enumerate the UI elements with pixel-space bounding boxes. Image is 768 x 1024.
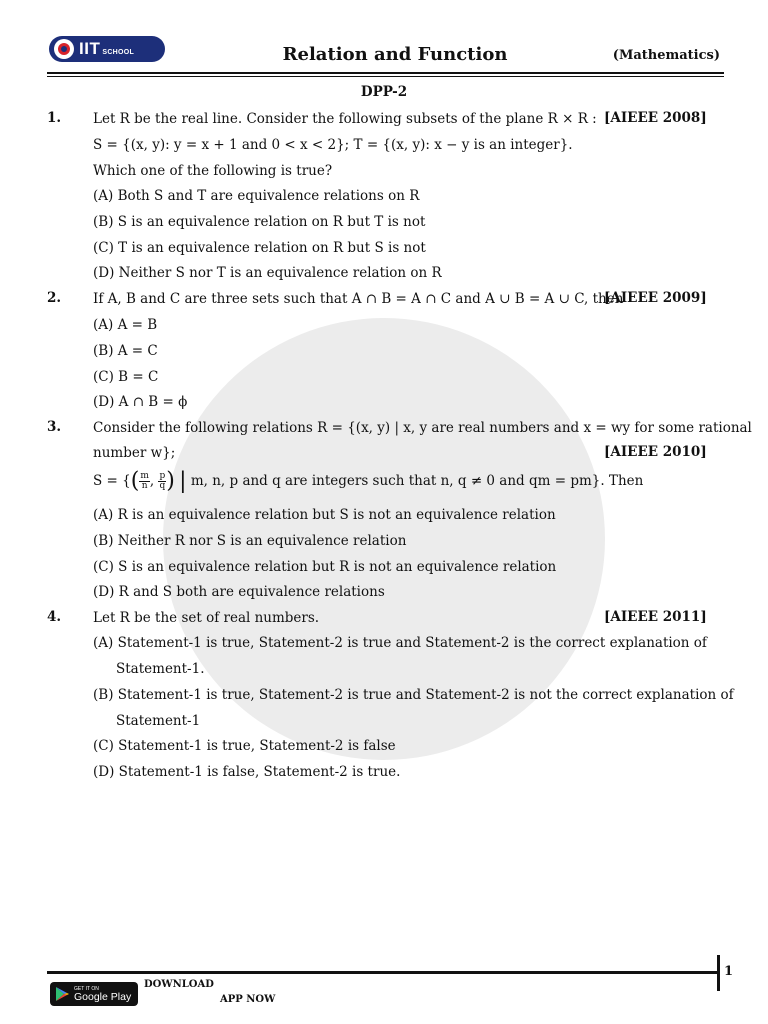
header-rule-thin: [47, 76, 724, 77]
app-now-label: APP NOW: [220, 994, 276, 1005]
question-text: Let R be the set of real numbers.: [93, 610, 320, 626]
badge-small-text: GET IT ON: [74, 986, 99, 992]
option-c: (C) Statement-1 is true, Statement-2 is false: [93, 738, 396, 754]
question-number: 2.: [47, 290, 62, 306]
option-b: (B) Neither R nor S is an equivalence relation: [93, 533, 407, 549]
set-prefix: S = {: [93, 473, 131, 489]
set-suffix: m, n, p and q are integers such that n, q ≠ 0 and qm = pm}. Then: [190, 473, 644, 489]
exam-tag: [AIEEE 2008]: [604, 110, 707, 126]
option-a: (A) Statement-1 is true, Statement-2 is true and Statement-2 is the correct explanation of: [93, 635, 707, 651]
exam-tag: [AIEEE 2009]: [604, 290, 707, 306]
question-number: 1.: [47, 110, 62, 126]
question-text: Which one of the following is true?: [93, 163, 333, 179]
option-c: (C) T is an equivalence relation on R but S is not: [93, 240, 426, 256]
option-b-continued: Statement-1: [116, 713, 201, 729]
question-text: number w};: [93, 445, 176, 461]
google-play-badge[interactable]: [50, 982, 138, 1006]
page-number: 1: [724, 964, 734, 979]
sheet-label: DPP-2: [360, 84, 408, 100]
option-d: (D) Neither S nor T is an equivalence relation on R: [93, 265, 442, 281]
option-d: (D) Statement-1 is false, Statement-2 is true.: [93, 764, 401, 780]
question-number: 4.: [47, 609, 62, 625]
option-a: (A) Both S and T are equivalence relations on R: [93, 188, 420, 204]
option-a: (A) A = B: [93, 317, 158, 333]
download-label: DOWNLOAD: [144, 979, 214, 990]
subject-label: (Mathematics): [612, 48, 720, 63]
option-a: (A) R is an equivalence relation but S is not an equivalence relation: [93, 507, 556, 523]
question-text: Consider the following relations R = {(x, y) | x, y are real numbers and x = wy for some rational: [93, 420, 752, 436]
fraction-m-n: $\frac{m}{n}$: [140, 471, 149, 491]
fraction-p-q: $\frac{p}{q}$: [159, 471, 166, 491]
footer-vertical-rule: [717, 955, 720, 991]
option-c: (C) B = C: [93, 369, 159, 385]
set-definition: S = {( $\frac{m}{n}$ , $\frac{p}{q}$ ) | m, n, p and q are integers such that n, q ≠ 0 and qm = pm}. Then: [93, 468, 644, 494]
page-title: Relation and Function: [282, 44, 508, 65]
option-d: (D) A ∩ B = ϕ: [93, 394, 188, 410]
exam-tag: [AIEEE 2010]: [604, 444, 707, 460]
question-text: Let R be the real line. Consider the following subsets of the plane R × R :: [93, 111, 597, 127]
option-b: (B) S is an equivalence relation on R but T is not: [93, 214, 426, 230]
footer-rule: [47, 971, 719, 974]
option-a-continued: Statement-1.: [116, 661, 205, 677]
logo-text-small: SCHOOL: [102, 48, 135, 56]
option-d: (D) R and S both are equivalence relations: [93, 584, 385, 600]
option-b: (B) Statement-1 is true, Statement-2 is true and Statement-2 is not the correct explanation of: [93, 687, 734, 703]
header-rule: [47, 72, 724, 74]
question-number: 3.: [47, 419, 62, 435]
google-play-icon: [56, 987, 69, 1001]
option-b: (B) A = C: [93, 343, 158, 359]
badge-big-text: Google Play: [74, 991, 132, 1003]
question-text: If A, B and C are three sets such that A ∩ B = A ∩ C and A ∪ B = A ∪ C, then: [93, 291, 624, 307]
question-text: S = {(x, y): y = x + 1 and 0 < x < 2}; T = {(x, y): x − y is an integer}.: [93, 137, 573, 153]
logo-text-big: IIT: [79, 39, 101, 58]
option-c: (C) S is an equivalence relation but R is not an equivalence relation: [93, 559, 557, 575]
exam-tag: [AIEEE 2011]: [604, 609, 707, 625]
